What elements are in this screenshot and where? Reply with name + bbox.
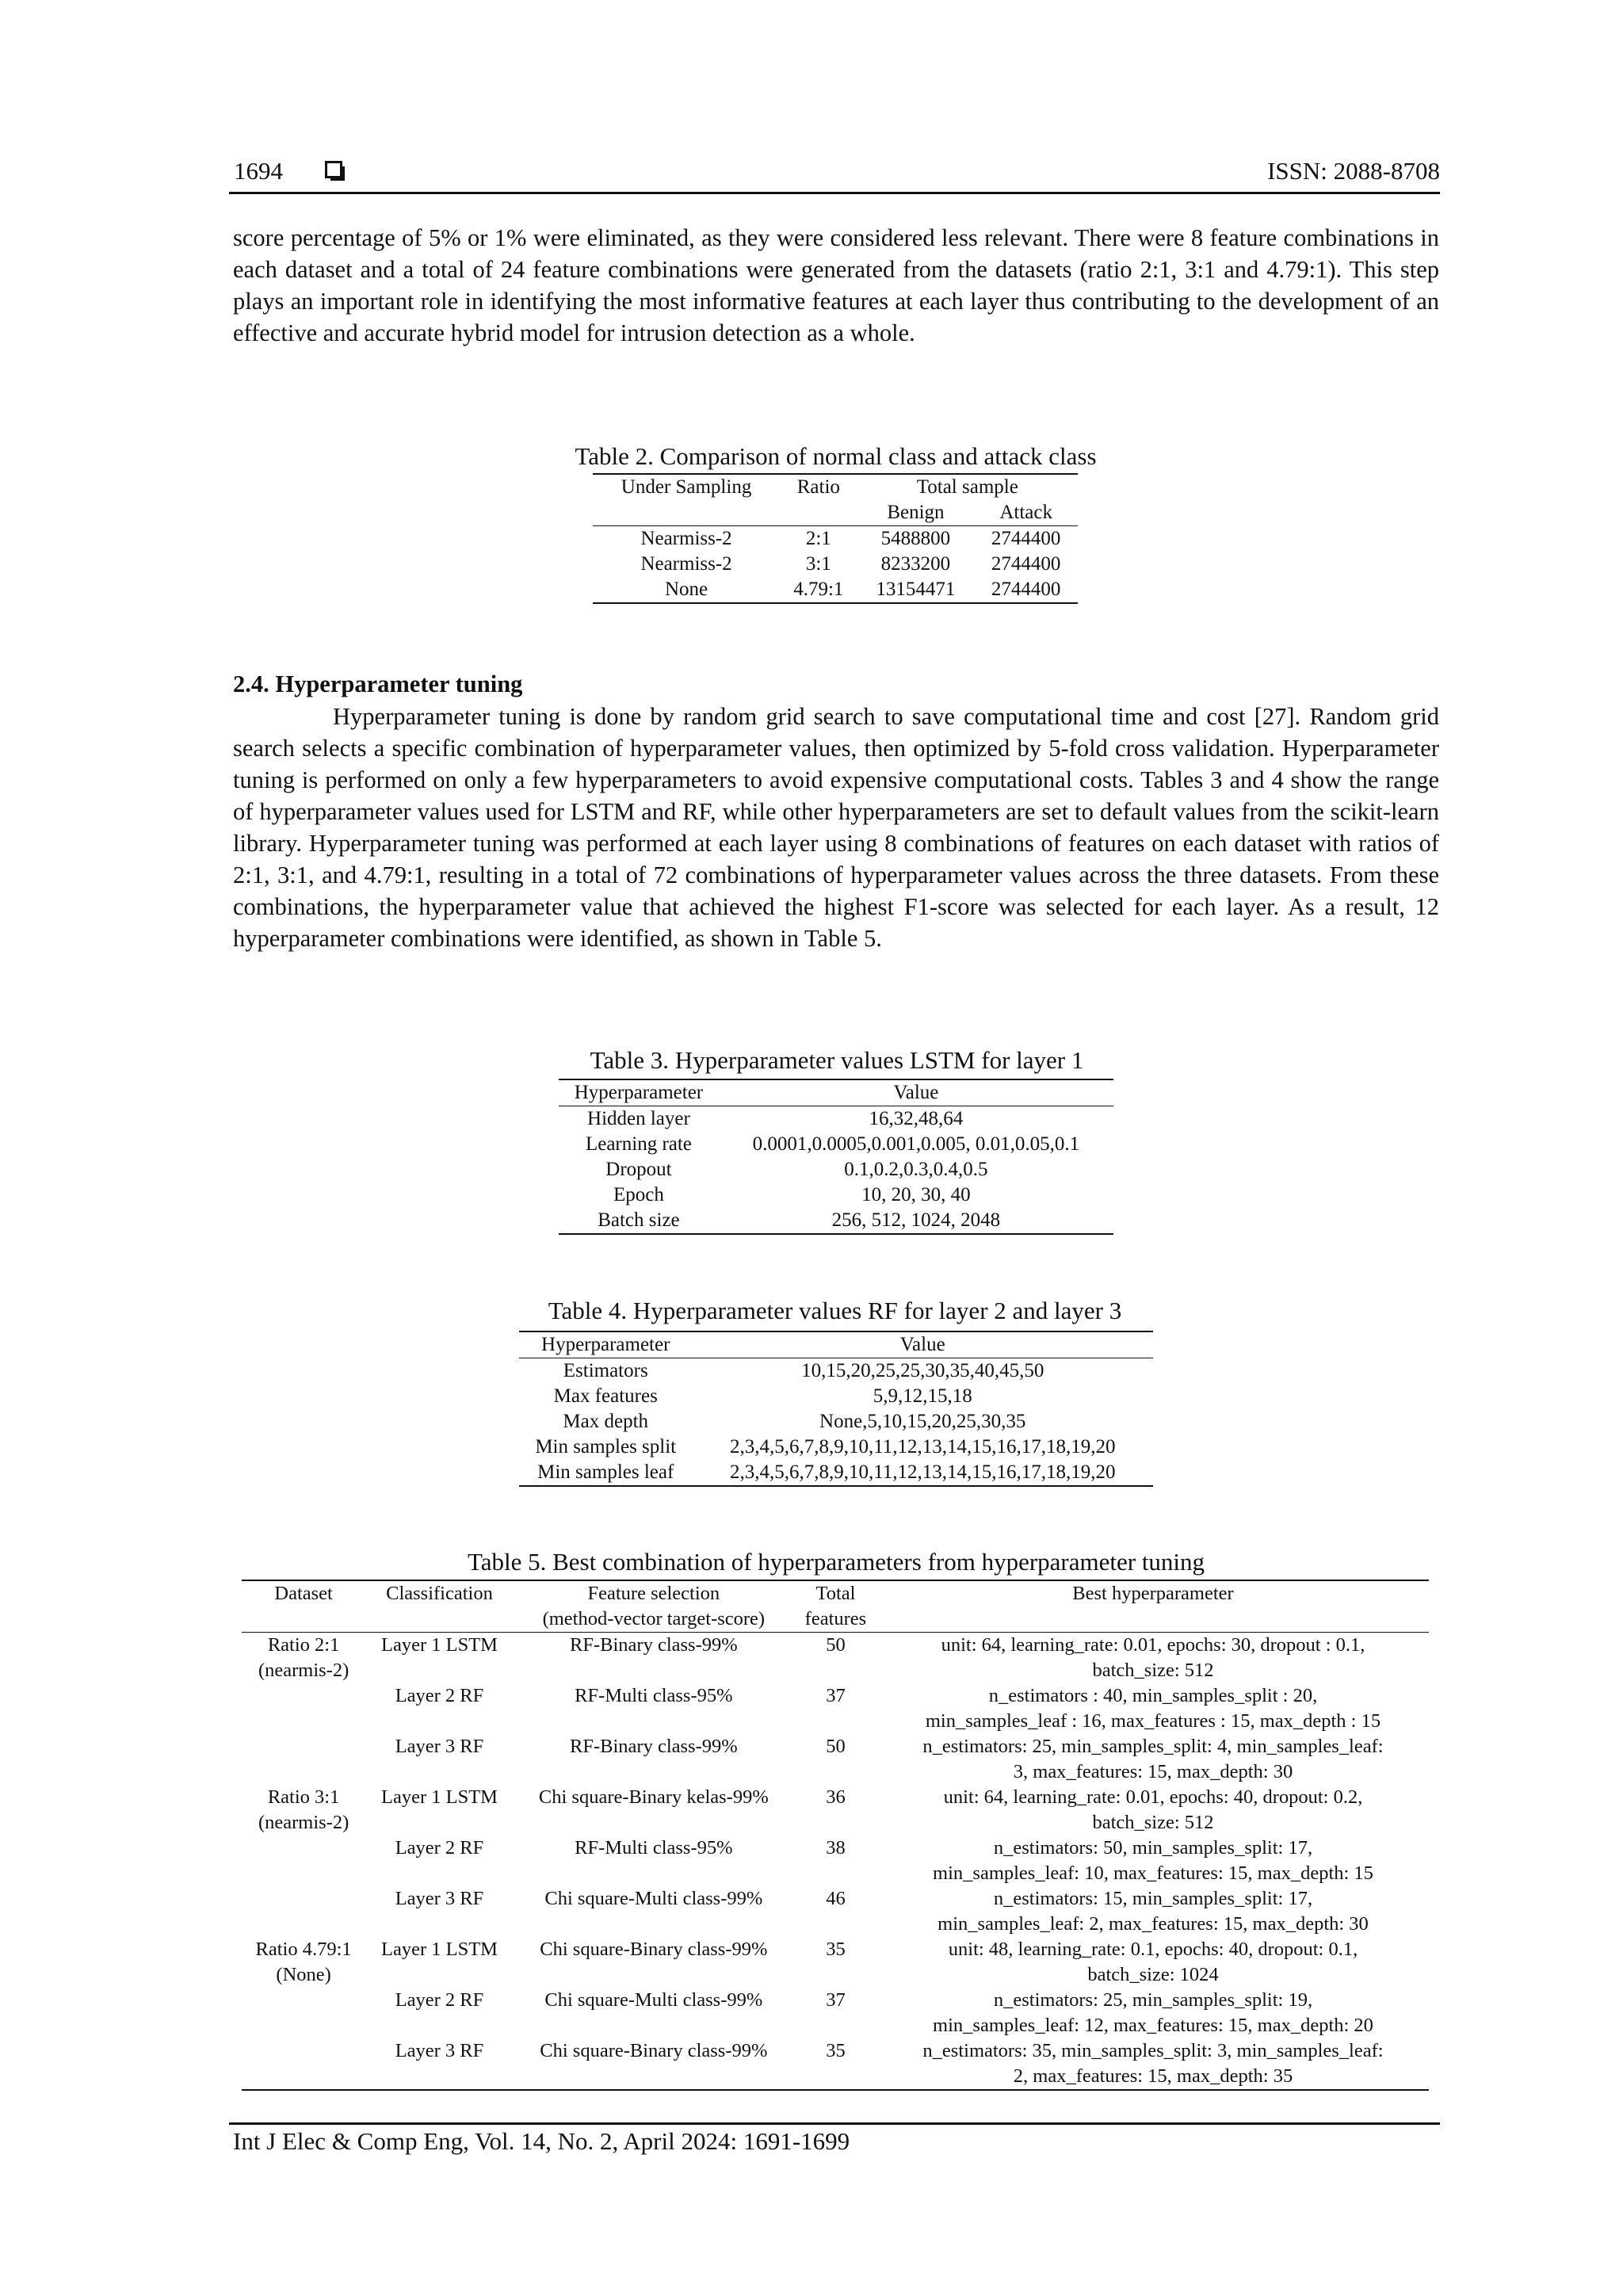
table-cell: 2744400 bbox=[991, 553, 1061, 575]
table-cell: Min samples split bbox=[535, 1436, 677, 1457]
table-cell: batch_size: 512 bbox=[1092, 1660, 1214, 1681]
table-cell: n_estimators: 35, min_samples_split: 3, min_samples_leaf: bbox=[922, 2040, 1384, 2061]
table-cell bbox=[242, 1709, 365, 1734]
table-header: Classification bbox=[386, 1583, 493, 1604]
body-paragraph: Hyperparameter tuning is done by random grid search to save computational time and cost [27]. Random grid search selects a specific combination of hyperparameter values, then optimized by 5-fold cross validation. Hyperparameter tuning is performed on only a few hyperparameters to avoid expensive computational costs. Tables 3 and 4 show the range of hyperparameter values used for LSTM and RF, while other hyperparameters are set to default values from the scikit-learn library. Hyperparameter tuning was performed at each layer using 8 combinations of features on each dataset with ratios of 2:1, 3:1, and 4.79:1, resulting in a total of 72 combinations of hyperparameter values across the three datasets. From these combinations, the hyperparameter value that achieved the highest F1-score was selected for each layer. As a result, 12 hyperparameter combinations were identified, as shown in Table 5. bbox=[233, 703, 1439, 952]
table-cell: n_estimators: 15, min_samples_split: 17, bbox=[993, 1888, 1313, 1909]
table-cell: 13154471 bbox=[876, 579, 956, 600]
table-row-continuation bbox=[242, 1962, 1429, 1988]
table-cell: Max features bbox=[553, 1385, 658, 1407]
table-cell: 10,15,20,25,25,30,35,40,45,50 bbox=[801, 1360, 1044, 1381]
table-cell bbox=[242, 1861, 365, 1886]
table-row-continuation bbox=[242, 1810, 1429, 1836]
table-cell: Chi square-Multi class-99% bbox=[544, 1888, 763, 1909]
table-row bbox=[559, 1182, 1113, 1208]
table-row bbox=[242, 1937, 1429, 1962]
table-cell bbox=[242, 1836, 365, 1861]
table-cell bbox=[794, 2064, 877, 2090]
table-cell: batch_size: 1024 bbox=[1087, 1964, 1219, 1985]
table-row bbox=[242, 1988, 1429, 2013]
table-header: Feature selection bbox=[587, 1583, 720, 1604]
table-cell bbox=[794, 1759, 877, 1785]
table-row bbox=[242, 1836, 1429, 1861]
table-cell bbox=[514, 1962, 794, 1988]
table-row bbox=[593, 552, 1078, 577]
footer-citation: Int J Elec & Comp Eng, Vol. 14, No. 2, April 2024: 1691-1699 bbox=[233, 2127, 850, 2155]
table-cell: 2744400 bbox=[991, 579, 1061, 600]
table-row bbox=[559, 1157, 1113, 1182]
table-cell: Layer 3 RF bbox=[395, 2040, 484, 2061]
table-cell: Batch size bbox=[598, 1209, 680, 1231]
page-number: 1694 bbox=[234, 157, 283, 185]
table-cell: RF-Multi class-95% bbox=[575, 1685, 733, 1706]
table-header: Total sample bbox=[916, 476, 1018, 498]
table-cell: (nearmis-2) bbox=[258, 1812, 349, 1833]
table-cell: 36 bbox=[826, 1786, 846, 1808]
table-cell: n_estimators: 25, min_samples_split: 19, bbox=[993, 1989, 1313, 2011]
table-cell: Nearmiss-2 bbox=[640, 553, 732, 575]
table-cell: 0.1,0.2,0.3,0.4,0.5 bbox=[844, 1159, 988, 1180]
table-cell bbox=[242, 1759, 365, 1785]
table-row bbox=[593, 577, 1078, 603]
table-cell bbox=[794, 1912, 877, 1937]
table-cell: 35 bbox=[826, 1939, 846, 1960]
table-row bbox=[519, 1435, 1153, 1460]
table-row-continuation bbox=[242, 1709, 1429, 1734]
table-cell: 10, 20, 30, 40 bbox=[861, 1184, 971, 1205]
table-row bbox=[559, 1106, 1113, 1133]
table-row-continuation bbox=[242, 1759, 1429, 1785]
table-cell bbox=[365, 2064, 514, 2090]
table-caption: Table 2. Comparison of normal class and attack class bbox=[575, 442, 1097, 470]
table-row-continuation bbox=[242, 2064, 1429, 2090]
table-header: Value bbox=[899, 1334, 945, 1355]
table-cell bbox=[514, 2064, 794, 2090]
table-cell: (nearmis-2) bbox=[258, 1660, 349, 1681]
table-header: Dataset bbox=[274, 1583, 333, 1604]
table-cell: Hidden layer bbox=[587, 1108, 690, 1129]
table-row bbox=[559, 1208, 1113, 1234]
table-cell: unit: 64, learning_rate: 0.01, epochs: 30, dropout : 0.1, bbox=[941, 1634, 1365, 1656]
table-cell: 3, max_features: 15, max_depth: 30 bbox=[1013, 1761, 1293, 1782]
table-cell bbox=[794, 2013, 877, 2038]
table-cell: 35 bbox=[826, 2040, 846, 2061]
table-cell: Chi square-Multi class-99% bbox=[544, 1989, 763, 2011]
table-caption: Table 4. Hyperparameter values RF for layer 2 and layer 3 bbox=[548, 1297, 1122, 1324]
table-cell: Layer 1 LSTM bbox=[381, 1634, 498, 1656]
table-cell bbox=[365, 1962, 514, 1988]
table-cell: min_samples_leaf: 2, max_features: 15, max_depth: 30 bbox=[938, 1913, 1369, 1935]
table-cell: 0.0001,0.0005,0.001,0.005, 0.01,0.05,0.1 bbox=[752, 1133, 1080, 1155]
table-cell: n_estimators : 40, min_samples_split : 20, bbox=[988, 1685, 1318, 1706]
table-cell: Chi square-Binary kelas-99% bbox=[538, 1786, 769, 1808]
table-cell: 3:1 bbox=[805, 553, 831, 575]
table-cell bbox=[514, 1861, 794, 1886]
table-subheader: (method-vector target-score) bbox=[542, 1608, 766, 1629]
table-cell: Ratio 2:1 bbox=[267, 1634, 340, 1656]
table-cell: min_samples_leaf : 16, max_features : 15, max_depth : 15 bbox=[925, 1710, 1381, 1732]
table-caption: Table 3. Hyperparameter values LSTM for layer 1 bbox=[590, 1046, 1084, 1074]
table-cell bbox=[794, 1861, 877, 1886]
table-cell bbox=[794, 1962, 877, 1988]
table-cell: 5488800 bbox=[880, 528, 951, 549]
table-cell: 46 bbox=[826, 1888, 846, 1909]
table-cell bbox=[242, 1683, 365, 1709]
table-cell: Ratio 4.79:1 bbox=[255, 1939, 352, 1960]
square-bullet-icon bbox=[325, 161, 342, 178]
table-row bbox=[519, 1409, 1153, 1435]
table-cell: None bbox=[664, 579, 708, 600]
table-cell: 2, max_features: 15, max_depth: 35 bbox=[1013, 2065, 1293, 2087]
table-row bbox=[519, 1460, 1153, 1486]
table-row bbox=[242, 1886, 1429, 1912]
table-cell: 2744400 bbox=[991, 528, 1061, 549]
table-cell: n_estimators: 50, min_samples_split: 17, bbox=[993, 1837, 1313, 1859]
table-cell: 5,9,12,15,18 bbox=[873, 1385, 972, 1407]
table-cell bbox=[365, 1709, 514, 1734]
table-row bbox=[242, 1785, 1429, 1810]
table-cell bbox=[365, 1912, 514, 1937]
table-row bbox=[559, 1132, 1113, 1157]
table-cell bbox=[514, 1810, 794, 1836]
table-header: Ratio bbox=[796, 476, 840, 498]
table-caption: Table 5. Best combination of hyperparameters from hyperparameter tuning bbox=[467, 1548, 1205, 1576]
table-row bbox=[242, 2038, 1429, 2064]
table-subheader: features bbox=[804, 1608, 867, 1629]
table-row bbox=[519, 1358, 1153, 1385]
table-cell bbox=[514, 1658, 794, 1683]
table-header: Value bbox=[893, 1082, 939, 1103]
table-cell: 50 bbox=[826, 1634, 846, 1656]
table-cell bbox=[365, 1658, 514, 1683]
table-row-continuation bbox=[242, 1912, 1429, 1937]
table-cell: Estimators bbox=[563, 1360, 648, 1381]
table-subheader: Attack bbox=[999, 502, 1052, 523]
table-cell: 2,3,4,5,6,7,8,9,10,11,12,13,14,15,16,17,18,19,20 bbox=[729, 1436, 1116, 1457]
table-row bbox=[593, 526, 1078, 552]
table-cell: Epoch bbox=[613, 1184, 664, 1205]
table-cell: Layer 2 RF bbox=[395, 1989, 484, 2011]
table-cell: Min samples leaf bbox=[537, 1461, 674, 1483]
table-cell bbox=[514, 1759, 794, 1785]
table-row-continuation bbox=[242, 1861, 1429, 1886]
table-cell bbox=[365, 1861, 514, 1886]
table-cell: unit: 64, learning_rate: 0.01, epochs: 40, dropout: 0.2, bbox=[943, 1786, 1363, 1808]
table-row bbox=[519, 1384, 1153, 1409]
table-cell: 37 bbox=[826, 1989, 846, 2011]
table-cell bbox=[242, 2064, 365, 2090]
header-rule bbox=[229, 192, 1440, 194]
table-cell: Layer 1 LSTM bbox=[381, 1939, 498, 1960]
table-subheader: Benign bbox=[887, 502, 945, 523]
table-cell bbox=[365, 1759, 514, 1785]
table-cell: 2,3,4,5,6,7,8,9,10,11,12,13,14,15,16,17,18,19,20 bbox=[729, 1461, 1116, 1483]
table-cell: None,5,10,15,20,25,30,35 bbox=[819, 1411, 1026, 1432]
table-cell: Learning rate bbox=[585, 1133, 692, 1155]
table-cell: 16,32,48,64 bbox=[869, 1108, 964, 1129]
section-heading: 2.4. Hyperparameter tuning bbox=[233, 670, 523, 697]
footer-rule bbox=[229, 2122, 1440, 2125]
table-header: Total bbox=[815, 1583, 856, 1604]
table-cell: 8233200 bbox=[880, 553, 951, 575]
table-cell bbox=[514, 1709, 794, 1734]
issn: ISSN: 2088-8708 bbox=[1267, 157, 1440, 185]
table-2 bbox=[593, 473, 1078, 604]
table-header: Hyperparameter bbox=[541, 1334, 670, 1355]
table-cell bbox=[794, 1658, 877, 1683]
table-row bbox=[242, 1633, 1429, 1659]
table-cell: Layer 3 RF bbox=[395, 1736, 484, 1757]
table-3 bbox=[559, 1079, 1113, 1235]
table-cell: RF-Binary class-99% bbox=[570, 1634, 738, 1656]
table-cell: RF-Binary class-99% bbox=[570, 1736, 738, 1757]
table-header: Under Sampling bbox=[621, 476, 752, 498]
table-cell bbox=[794, 1709, 877, 1734]
table-cell bbox=[242, 1912, 365, 1937]
table-cell: min_samples_leaf: 12, max_features: 15, max_depth: 20 bbox=[933, 2015, 1373, 2036]
table-4 bbox=[519, 1331, 1153, 1487]
table-cell: batch_size: 512 bbox=[1092, 1812, 1214, 1833]
body-paragraph: score percentage of 5% or 1% were eliminated, as they were considered less relevant. There were 8 feature combinations in each dataset and a total of 24 feature combinations were generated from the datasets (ratio 2:1, 3:1 and 4.79:1). This step plays an important role in identifying the most informative features at each layer thus contributing to the development of an effective and accurate hybrid model for intrusion detection as a whole. bbox=[233, 224, 1439, 346]
table-header: Hyperparameter bbox=[574, 1082, 704, 1103]
table-header: Best hyperparameter bbox=[1072, 1583, 1234, 1604]
table-cell: 38 bbox=[826, 1837, 846, 1859]
table-cell bbox=[242, 2013, 365, 2038]
table-cell: Layer 2 RF bbox=[395, 1837, 484, 1859]
table-5 bbox=[242, 1580, 1429, 2091]
table-cell: 2:1 bbox=[805, 528, 831, 549]
table-cell: min_samples_leaf: 10, max_features: 15, max_depth: 15 bbox=[933, 1862, 1373, 1884]
table-cell bbox=[514, 2013, 794, 2038]
table-cell bbox=[242, 1988, 365, 2013]
table-cell: 4.79:1 bbox=[793, 579, 844, 600]
table-cell bbox=[365, 1810, 514, 1836]
table-cell: Ratio 3:1 bbox=[267, 1786, 340, 1808]
table-cell: unit: 48, learning_rate: 0.1, epochs: 40, dropout: 0.1, bbox=[948, 1939, 1358, 1960]
table-cell bbox=[242, 1886, 365, 1912]
table-cell: Chi square-Binary class-99% bbox=[540, 2040, 768, 2061]
table-row-continuation bbox=[242, 2013, 1429, 2038]
table-cell: Max depth bbox=[563, 1411, 649, 1432]
table-cell bbox=[242, 2038, 365, 2064]
table-cell: Layer 3 RF bbox=[395, 1888, 484, 1909]
table-cell bbox=[514, 1912, 794, 1937]
table-cell: n_estimators: 25, min_samples_split: 4, min_samples_leaf: bbox=[922, 1736, 1384, 1757]
table-row bbox=[242, 1734, 1429, 1759]
table-cell: 37 bbox=[826, 1685, 846, 1706]
table-cell: (None) bbox=[276, 1964, 331, 1985]
table-row bbox=[242, 1683, 1429, 1709]
table-cell: Dropout bbox=[605, 1159, 672, 1180]
table-cell: Chi square-Binary class-99% bbox=[540, 1939, 768, 1960]
table-cell: Layer 1 LSTM bbox=[381, 1786, 498, 1808]
table-cell bbox=[365, 2013, 514, 2038]
table-cell: 256, 512, 1024, 2048 bbox=[831, 1209, 1001, 1231]
table-cell bbox=[242, 1734, 365, 1759]
table-cell: Nearmiss-2 bbox=[640, 528, 732, 549]
table-cell: Layer 2 RF bbox=[395, 1685, 484, 1706]
table-cell: RF-Multi class-95% bbox=[575, 1837, 733, 1859]
table-cell bbox=[794, 1810, 877, 1836]
table-row-continuation bbox=[242, 1658, 1429, 1683]
table-cell: 50 bbox=[826, 1736, 846, 1757]
